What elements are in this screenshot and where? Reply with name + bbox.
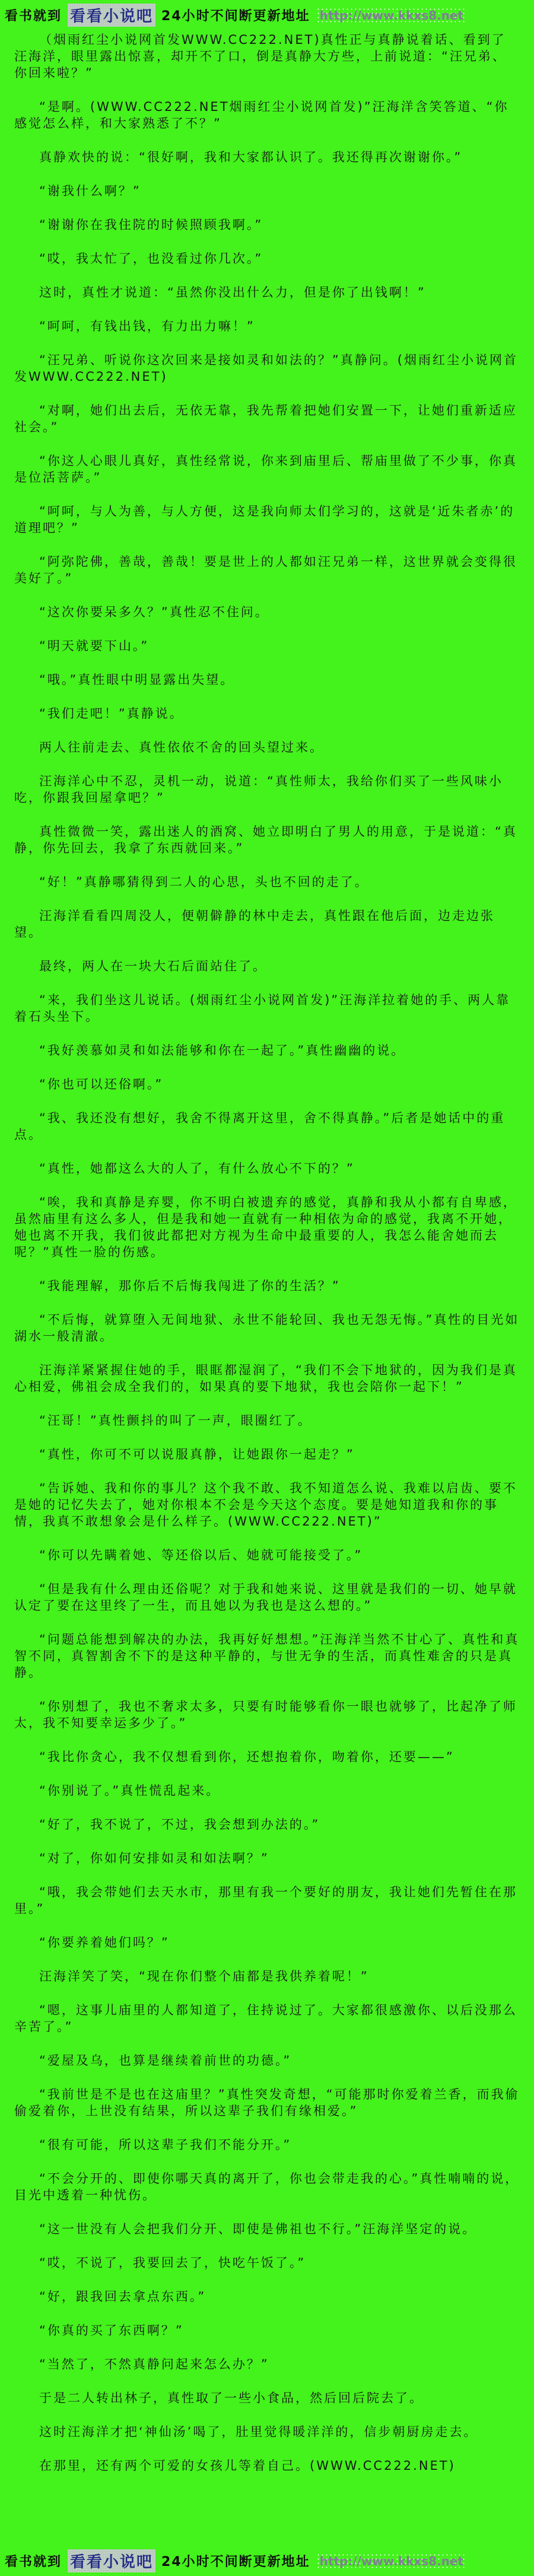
paragraph: 两人往前走去、真性依依不舍的回头望过来。 — [39, 740, 324, 754]
paragraph: 真静欢快的说：“很好啊，我和大家都认识了。我还得再次谢谢你。” — [39, 150, 463, 164]
paragraph: “你可以先瞒着她、等还俗以后、她就可能接受了。” — [39, 1548, 363, 1562]
paragraph: “呵呵，与人为善，与人方便，这是我向师太们学习的，这就是‘近朱者赤’的道理吧？” — [14, 504, 515, 535]
paragraph: “好！”真静哪猜得到二人的心思，头也不回的走了。 — [39, 875, 369, 889]
paragraph: “哎，不说了，我要回去了，快吃午饭了。” — [39, 2256, 306, 2270]
novel-text — [14, 31, 520, 2474]
paragraph: “唉，我和真静是弃婴，你不明白被遗弃的感觉，真静和我从小都有自卑感，虽然庙里有这么多人，但是我和她一直就有一种相依为命的感觉，我离不开她，她也离不开我，我们彼此都把对方视为生命中最重要的人，我怎么能舍她而去呢？”真性一脸的伤感。 — [14, 1195, 517, 1259]
paragraph: “我能理解，那你后不后悔我闯进了你的生活？” — [39, 1279, 341, 1293]
paragraph: 这时汪海洋才把‘神仙汤’喝了，肚里觉得暖洋洋的，信步朝厨房走去。 — [39, 2425, 478, 2439]
footer-site-url-link[interactable]: http://www.kkxs8.net — [316, 2553, 467, 2569]
paragraph: “谢我什么啊？” — [39, 184, 141, 198]
paragraph: “你真的买了东西啊？” — [39, 2323, 184, 2338]
paragraph: 在那里，还有两个可爱的女孩儿等着自己。(WWW.CC222.NET) — [39, 2459, 456, 2473]
paragraph: “好，跟我回去拿点东西。” — [39, 2290, 206, 2304]
paragraph: “好了，我不说了，不过，我会想到办法的。” — [39, 1817, 320, 1832]
paragraph: “爱屋及乌，也算是继续着前世的功德。” — [39, 2053, 292, 2068]
header-tagline: 24小时不间断更新地址 — [161, 9, 310, 24]
paragraph: “是啊。(WWW.CC222.NET烟雨红尘小说网首发)”汪海洋含笑答道、“你感觉怎么样，和大家熟悉了不？” — [14, 100, 509, 130]
paragraph: “但是我有什么理由还俗呢？对于我和她来说、这里就是我们的一切、她早就认定了要在这里终了一生，而且她以为我也是这么想的。” — [14, 1582, 517, 1613]
paragraph: “真性，你可不可以说服真静，让她跟你一起走？” — [39, 1447, 355, 1461]
paragraph: “这一世没有人会把我们分开、即使是佛祖也不行。”汪海洋坚定的说。 — [39, 2222, 477, 2236]
paragraph: “告诉她、我和你的事儿？这个我不敢、我不知道怎么说、我难以启齿、要不是她的记忆失去了，她对你根本不会是今天这个态度。要是她知道我和你的事情，我真不敢想象会是什么样子。(WWW.CC222.NET)” — [14, 1481, 517, 1529]
paragraph: “你也可以还俗啊。” — [39, 1077, 164, 1091]
paragraph: “很有可能，所以这辈子我们不能分开。” — [39, 2138, 292, 2152]
paragraph: 汪海洋心中不忍，灵机一动，说道：“真性师太，我给你们买了一些风味小吃，你跟我回屋拿吧？” — [14, 774, 503, 805]
paragraph: “问题总能想到解决的办法，我再好好想想。”汪海洋当然不甘心了、真性和真智不同，真智割舍不下的是这种平静的，与世无争的生活，而真性难舍的只是真静。 — [14, 1632, 520, 1680]
header-prefix-text: 看书就到 — [5, 9, 62, 24]
paragraph: “谢谢你在我住院的时候照顾我啊。” — [39, 218, 263, 232]
paragraph: “对了，你如何安排如灵和如法啊？” — [39, 1851, 269, 1865]
paragraph: “哦，我会带她们去天水市，那里有我一个要好的朋友，我让她们先暂住在那里。” — [14, 1885, 517, 1916]
paragraph: “你别想了，我也不奢求太多，只要有时能够看你一眼也就够了，比起净了师太，我不知要幸运多少了。” — [14, 1699, 517, 1730]
paragraph: “对啊，她们出去后，无依无靠，我先帮着把她们安置一下，让她们重新适应社会。” — [14, 403, 517, 434]
paragraph: “你别说了。”真性慌乱起来。 — [39, 1784, 221, 1798]
paragraph: 真性微微一笑，露出迷人的酒窝、她立即明白了男人的用意，于是说道：“真静，你先回去，我拿了东西就回来。” — [14, 824, 517, 855]
paragraph: “阿弥陀佛，善哉，善哉！要是世上的人都如汪兄弟一样，这世界就会变得很美好了。” — [14, 555, 517, 585]
header-site-name[interactable]: 看看小说吧 — [68, 4, 155, 27]
paragraph: 于是二人转出林子，真性取了一些小食品，然后回后院去了。 — [39, 2391, 424, 2405]
paragraph: 汪海洋笑了笑，“现在你们整个庙都是我供养着呢！” — [39, 1969, 369, 1983]
footer-prefix-text: 看书就到 — [5, 2555, 62, 2569]
paragraph: “哎，我太忙了，也没看过你几次。” — [39, 251, 263, 266]
header-site-url-link[interactable]: http://www.kkxs8.net — [316, 7, 467, 24]
paragraph: “我前世是不是也在这庙里？”真性突发奇想，“可能那时你爱着兰香，而我偷偷爱着你，上世没有结果，所以这辈子我们有缘相爱。” — [14, 2087, 520, 2118]
paragraph: “我们走吧！”真静说。 — [39, 706, 184, 721]
paragraph: “当然了，不然真静问起来怎么办？” — [39, 2357, 269, 2371]
paragraph: “不会分开的、即使你哪天真的离开了，你也会带走我的心。”真性喃喃的说，目光中透着一种忧伤。 — [14, 2171, 520, 2202]
paragraph: “来，我们坐这儿说话。(烟雨红尘小说网首发)”汪海洋拉着她的手、两人靠着石头坐下。 — [14, 993, 511, 1024]
paragraph: 汪海洋紧紧握住她的手，眼眶都湿润了，“我们不会下地狱的，因为我们是真心相爱，佛祖会成全我们的，如果真的要下地狱，我也会陪你一起下！” — [14, 1363, 517, 1394]
paragraph: （烟雨红尘小说网首发WWW.CC222.NET)真性正与真静说着话、看到了汪海洋，眼里露出惊喜，却开不了口，倒是真静大方些，上前说道：“汪兄弟、你回来啦？” — [14, 33, 507, 80]
paragraph: “汪哥！”真性颤抖的叫了一声，眼圈红了。 — [39, 1413, 312, 1428]
paragraph: “真性，她都这么大的人了，有什么放心不下的？” — [39, 1161, 355, 1176]
paragraph: 汪海洋看看四周没人，便朝僻静的林中走去，真性跟在他后面，边走边张望。 — [14, 909, 495, 940]
paragraph: “嗯，这事儿庙里的人都知道了，住持说过了。大家都很感激你、以后没那么辛苦了。” — [14, 2003, 517, 2034]
paragraph: “汪兄弟、听说你这次回来是接如灵和如法的？”真静问。(烟雨红尘小说网首发WWW.CC222.NET) — [14, 353, 518, 384]
paragraph: 这时，真性才说道：“虽然你没出什么力，但是你了出钱啊！” — [39, 285, 426, 300]
paragraph: “我好羡慕如灵和如法能够和你在一起了。”真性幽幽的说。 — [39, 1043, 406, 1058]
paragraph: “明天就要下山。” — [39, 639, 150, 653]
paragraph: “这次你要呆多久？”真性忍不住问。 — [39, 605, 269, 619]
paragraph: “我比你贪心，我不仅想看到你，还想抱着你，吻着你，还要——” — [39, 1750, 454, 1764]
paragraph: “呵呵，有钱出钱，有力出力嘛！” — [39, 319, 255, 333]
paragraph: “哦。”真性眼中明显露出失望。 — [39, 673, 235, 687]
footer-banner — [5, 2549, 467, 2572]
paragraph: “不后悔，就算堕入无间地狱、永世不能轮回、我也无怨无悔。”真性的目光如湖水一般清澈。 — [14, 1313, 520, 1343]
header-banner — [0, 0, 534, 27]
paragraph: “我、我还没有想好，我舍不得离开这里，舍不得真静。”后者是她话中的重点。 — [14, 1111, 506, 1142]
footer-tagline: 24小时不间断更新地址 — [161, 2555, 310, 2569]
paragraph: 最终，两人在一块大石后面站住了。 — [39, 959, 267, 973]
paragraph: “你要养着她们吗？” — [39, 1935, 170, 1950]
paragraph: “你这人心眼儿真好，真性经常说，你来到庙里后、帮庙里做了不少事，你真是位活菩萨。” — [14, 454, 517, 485]
footer-site-name[interactable]: 看看小说吧 — [68, 2549, 155, 2572]
